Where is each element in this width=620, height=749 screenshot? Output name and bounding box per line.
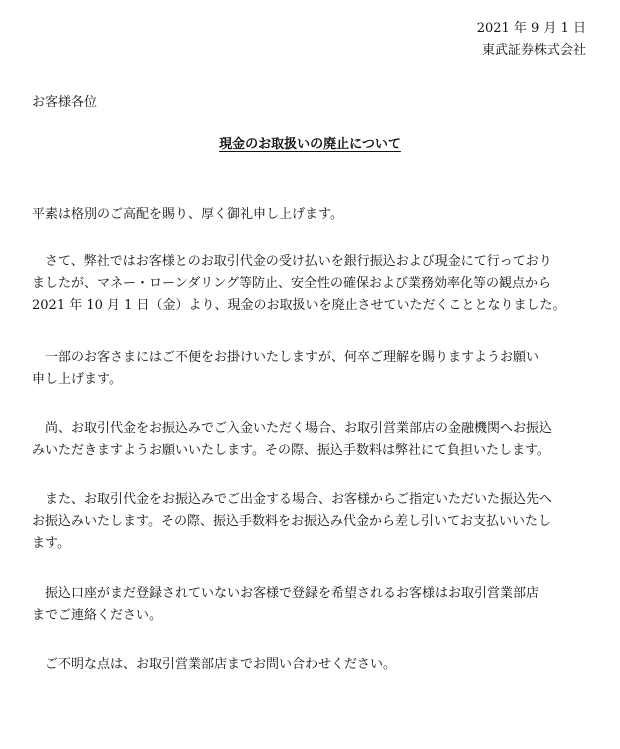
paragraph-contact: [32, 654, 588, 676]
paragraph-line: 平素は格別のご高配を賜り、厚く御礼申し上げます。: [32, 207, 343, 222]
paragraph-line: みいただきますようお願いいたします。その際、振込手数料は弊社にて負担いたします。: [32, 443, 550, 458]
document-title: [0, 134, 620, 156]
paragraph-line: 申し上げます。: [32, 372, 122, 387]
paragraph-withdrawal-transfer: [32, 489, 588, 555]
paragraph-line: 一部のお客さまにはご不便をお掛けいたしますが、何卒ご理解を賜りますようお願い: [32, 350, 540, 365]
paragraph-line: また、お取引代金をお振込みでご出金する場合、お客様からご指定いただいた振込先へ: [32, 492, 553, 507]
paragraph-greeting: [32, 204, 588, 226]
paragraph-line: までご連絡ください。: [32, 608, 163, 623]
document-title-text: 現金のお取扱いの廃止について: [219, 137, 401, 152]
paragraph-line: ます。: [32, 536, 70, 551]
document-date: 2021 年 9 月 1 日: [476, 21, 586, 36]
company-name: 東武証券株式会社: [481, 43, 586, 58]
paragraph-line: 2021 年 10 月 1 日（金）より、現金のお取扱いを廃止させていただくこととなりました。: [32, 298, 566, 313]
paragraph-line: お振込みいたします。その際、振込手数料をお振込み代金から差し引いてお支払いいたし: [32, 514, 551, 529]
paragraph-line: ましたが、マネー・ローンダリング等防止、安全性の確保および業務効率化等の観点から: [32, 276, 551, 291]
paragraph-deposit-transfer: [32, 418, 588, 462]
paragraph-apology: [32, 347, 588, 391]
paragraph-line: 尚、お取引代金をお振込みでご入金いただく場合、お取引営業部店の金融機関へお振込: [32, 421, 553, 436]
recipient-salutation: お客様各位: [32, 95, 98, 110]
paragraph-line: 振込口座がまだ登録されていないお客様で登録を希望されるお客様はお取引営業部店: [32, 586, 540, 601]
paragraph-line: ご不明な点は、お取引営業部店までお問い合わせください。: [32, 657, 397, 672]
paragraph-cash-abolition: [32, 251, 588, 317]
paragraph-account-registration: [32, 583, 588, 627]
paragraph-line: さて、弊社ではお客様とのお取引代金の受け払いを銀行振込および現金にて行っており: [32, 254, 552, 269]
